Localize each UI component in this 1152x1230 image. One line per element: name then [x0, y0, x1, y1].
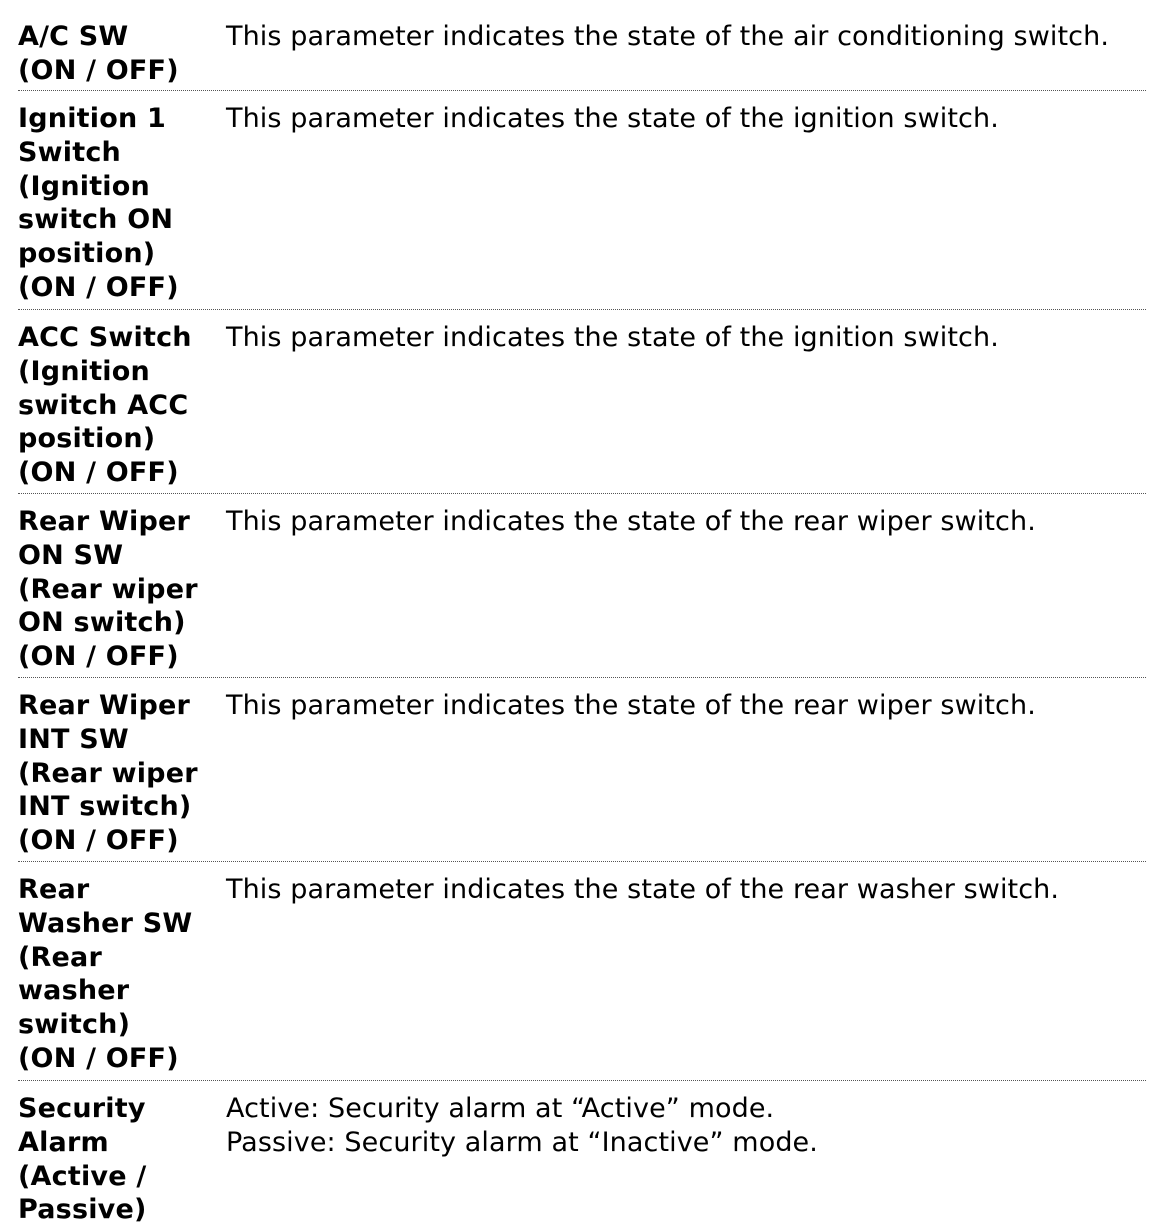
parameter-name-line: Rear — [18, 874, 90, 905]
parameter-name-line: Switch — [18, 136, 121, 168]
parameter-name — [18, 689, 226, 858]
parameter-name-line: INT SW — [18, 723, 129, 755]
parameter-name-line: position) — [18, 238, 156, 270]
parameter-name-line: (Rear wiper — [18, 757, 198, 789]
parameter-name-line: Rear Wiper — [18, 506, 191, 537]
parameter-name-line: (ON / OFF) — [18, 271, 179, 303]
parameter-name-line: Passive) — [18, 1194, 147, 1226]
parameter-name-line: (Ignition — [18, 355, 150, 387]
parameter-description — [226, 873, 1146, 907]
parameter-name — [18, 873, 226, 1076]
parameter-name-line: (ON / OFF) — [18, 825, 179, 857]
parameter-description — [226, 321, 1146, 355]
parameter-name-line: Alarm — [18, 1126, 109, 1158]
parameter-name-line: (ON / OFF) — [18, 1042, 179, 1074]
parameter-description — [226, 102, 1146, 136]
parameter-name-line: (ON / OFF) — [18, 54, 179, 86]
table-row — [18, 309, 1146, 493]
table-row — [18, 861, 1146, 1080]
parameter-name-line: ON switch) — [18, 607, 186, 639]
parameter-name — [18, 321, 226, 490]
table-row — [18, 493, 1146, 677]
parameter-name-line: position) — [18, 423, 156, 455]
parameter-name — [18, 1092, 226, 1227]
parameter-name-line: Washer SW — [18, 907, 193, 939]
parameter-description-line: Active: Security alarm at “Active” mode. — [226, 1093, 775, 1124]
parameter-name-line: Rear Wiper — [18, 690, 191, 721]
parameter-name-line: (ON / OFF) — [18, 641, 179, 673]
parameter-name-line: (Rear wiper — [18, 573, 198, 605]
parameter-name-line: (Active / — [18, 1160, 147, 1192]
parameter-name-line: INT switch) — [18, 791, 192, 823]
parameter-description-line: This parameter indicates the state of the rear wiper switch. — [226, 506, 1036, 537]
parameter-name-line: (Rear — [18, 941, 102, 973]
parameter-name-line: ON SW — [18, 539, 124, 571]
parameter-name-line: switch ON — [18, 204, 174, 236]
parameter-name — [18, 102, 226, 305]
parameter-description-line: This parameter indicates the state of the rear washer switch. — [226, 874, 1060, 905]
parameter-name-line: (ON / OFF) — [18, 457, 179, 489]
parameter-description-line: This parameter indicates the state of the ignition switch. — [226, 322, 999, 353]
parameter-name-line: ACC Switch — [18, 322, 192, 353]
table-row — [18, 677, 1146, 861]
parameter-name-line: (Ignition — [18, 170, 150, 202]
parameter-name — [18, 20, 226, 88]
parameter-description-line: This parameter indicates the state of the ignition switch. — [226, 103, 999, 134]
parameter-description — [226, 20, 1146, 54]
parameter-name-line: switch ACC — [18, 389, 189, 421]
parameter-description — [226, 1092, 1146, 1160]
parameter-name — [18, 505, 226, 674]
parameter-description-line: This parameter indicates the state of the air conditioning switch. — [226, 21, 1110, 52]
parameter-name-line: Ignition 1 — [18, 103, 166, 134]
parameter-name-line: washer — [18, 975, 130, 1007]
parameter-description-line: This parameter indicates the state of the rear wiper switch. — [226, 690, 1036, 721]
parameter-table — [18, 20, 1146, 1230]
parameter-description — [226, 505, 1146, 539]
parameter-name-line: switch) — [18, 1009, 131, 1041]
parameter-name-line: A/C SW — [18, 21, 129, 52]
table-row — [18, 20, 1146, 90]
parameter-description-line: Passive: Security alarm at “Inactive” mode. — [226, 1126, 818, 1158]
parameter-description — [226, 689, 1146, 723]
table-row — [18, 1080, 1146, 1230]
parameter-name-line: Security — [18, 1093, 146, 1124]
table-row — [18, 90, 1146, 309]
